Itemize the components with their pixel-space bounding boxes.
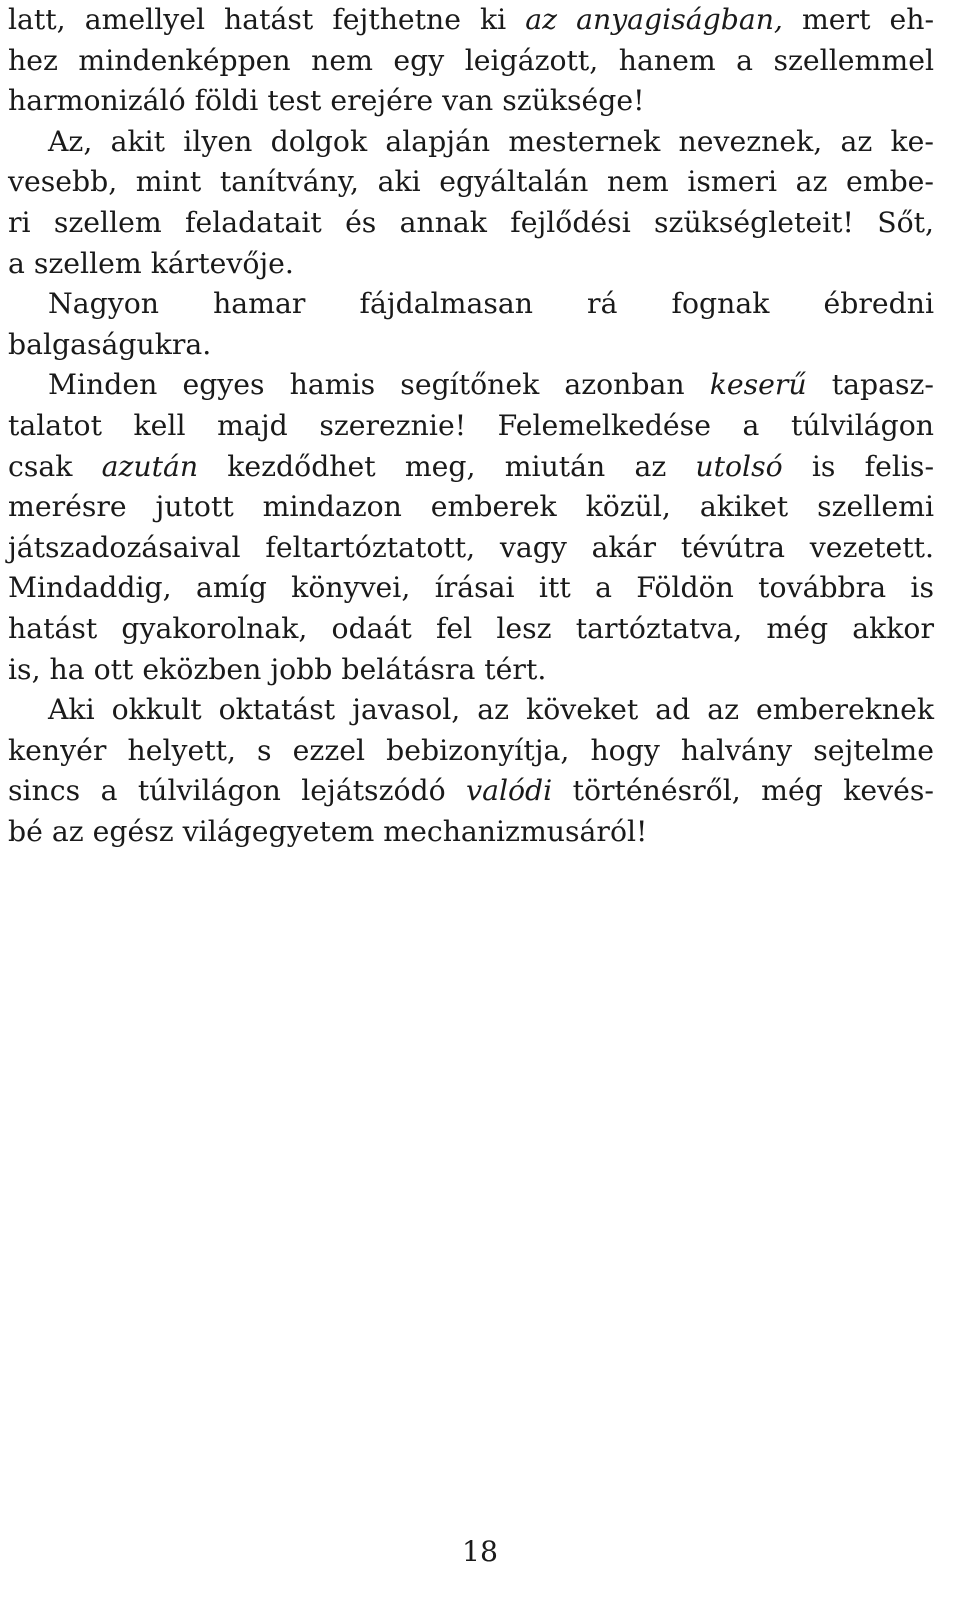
text-line [8, 122, 934, 163]
text-line [8, 650, 934, 691]
text-run: talatot kell majd szereznie! Felemelkedése a túlvilágon [8, 408, 934, 442]
text-line [8, 812, 934, 853]
text-run: a szellem kártevője. [8, 246, 294, 280]
italic-run: keserű [709, 368, 807, 402]
text-line [8, 365, 934, 406]
body-text [8, 0, 934, 852]
text-line [8, 690, 934, 731]
text-run: történésről, még kevés- [552, 774, 934, 808]
text-line [8, 203, 934, 244]
text-run: hez mindenképpen nem egy leigázott, hanem a szellemmel [8, 43, 934, 77]
text-run: hatást gyakorolnak, odaát fel lesz tartóztatva, még akkor [8, 611, 934, 645]
text-run: kezdődhet meg, miután az [198, 449, 696, 483]
text-run: Minden egyes hamis segítőnek azonban [48, 368, 710, 402]
text-line [8, 406, 934, 447]
italic-run: az anyagiságban, [525, 3, 783, 36]
text-line [8, 447, 934, 488]
text-line [8, 162, 934, 203]
text-line [8, 609, 934, 650]
text-line [8, 81, 934, 122]
text-line [8, 325, 934, 366]
text-run: Nagyon hamar fájdalmasan rá fognak ébredni [48, 287, 934, 321]
text-run: latt, amellyel hatást fejthetne ki [8, 3, 526, 36]
text-run: Mindaddig, amíg könyvei, írásai itt a Földön továbbra is [8, 571, 934, 605]
text-line [8, 731, 934, 772]
text-run: Aki okkult oktatást javasol, az köveket ad az embereknek [48, 693, 934, 727]
text-run: harmonizáló földi test erejére van szüksége! [8, 84, 645, 118]
text-line [8, 0, 934, 41]
italic-run: utolsó [695, 449, 783, 483]
text-run: Az, akit ilyen dolgok alapján mesternek neveznek, az ke- [48, 124, 934, 158]
text-line [8, 487, 934, 528]
text-run: ri szellem feladatait és annak fejlődési szükségleteit! Sőt, [8, 205, 934, 239]
text-line [8, 568, 934, 609]
text-line [8, 244, 934, 285]
text-run: vesebb, mint tanítvány, aki egyáltalán nem ismeri az embe- [8, 165, 934, 199]
text-run: bé az egész világegyetem mechanizmusáról! [8, 814, 648, 848]
text-run: csak [8, 449, 102, 483]
text-run: is felis- [782, 449, 935, 483]
text-run: sincs a túlvilágon lejátszódó [8, 774, 467, 808]
text-run: merésre jutott mindazon emberek közül, akiket szellemi [8, 490, 934, 524]
text-run: balgaságukra. [8, 327, 212, 361]
text-run: mert eh- [782, 3, 935, 36]
text-line [8, 528, 934, 569]
text-run: játszadozásaival feltartóztatott, vagy akár tévútra vezetett. [8, 530, 934, 564]
text-line [8, 41, 934, 82]
text-line [8, 771, 934, 812]
page-number: 18 [461, 1535, 498, 1568]
text-run: is, ha ott eközben jobb belátásra tért. [8, 652, 547, 686]
italic-run: azután [101, 449, 199, 483]
italic-run: valódi [466, 774, 553, 808]
page-body [8, 0, 934, 852]
text-run: kenyér helyett, s ezzel bebizonyítja, hogy halvány sejtelme [8, 733, 934, 767]
text-run: tapasz- [806, 368, 934, 402]
text-line [8, 284, 934, 325]
